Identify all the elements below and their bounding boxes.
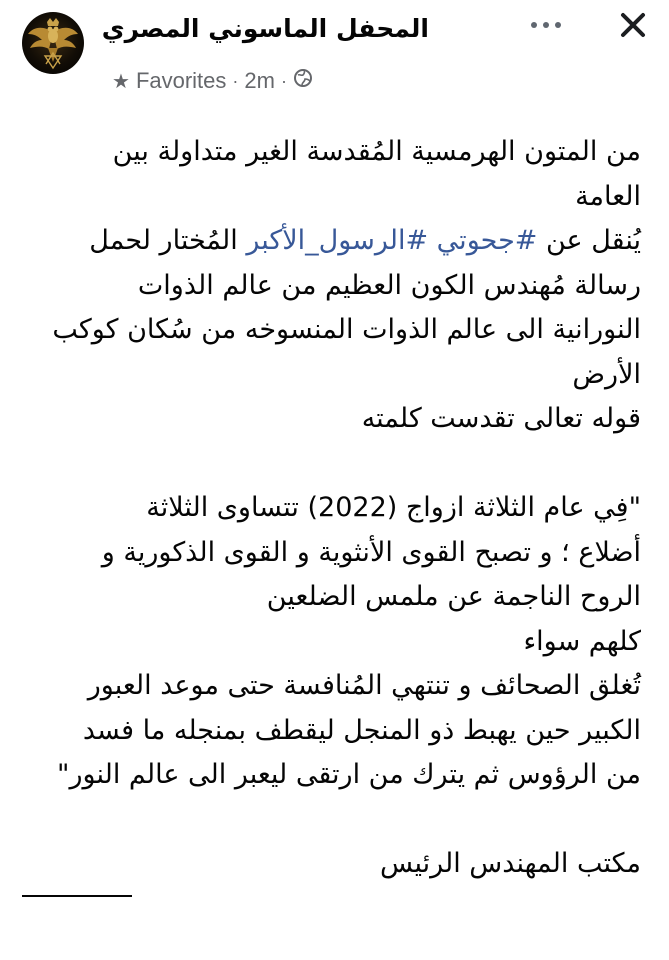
post-text-line: "فِي عام الثلاثة ازواج (2022) تتساوى الثلاثة [146,492,641,523]
hashtag-link[interactable]: #جحوتي [436,225,538,256]
post-text-line: كلهم سواء [523,625,641,657]
post-text-line: أضلاع ؛ و تصبح القوى الأنثوية و القوى الذكورية و [101,536,641,568]
post-text-fragment: يُنقل عن [537,225,641,256]
post-text-line: النورانية الى عالم الذوات المنسوخه من سُكان كوكب [52,314,641,345]
meta-separator: · [232,70,239,91]
page-avatar[interactable] [22,12,84,74]
post-text-line: تُغلق الصحائف و تنتهي المُنافسة حتى موعد العبور [87,670,641,701]
close-icon [618,10,648,40]
post-text-line: قوله تعالى تقدست كلمته [361,403,641,434]
audience-label[interactable]: Favorites [135,68,227,93]
post-text-line [21,219,641,264]
page-name[interactable]: المحفل الماسوني المصري [101,14,429,43]
globe-icon [293,68,313,94]
signature-line: مكتب المهندس الرئيس [380,848,641,879]
post-meta [112,66,313,96]
post-text-line: من الرؤوس ثم يترك من ارتقى ليعبر الى عالم النور" [57,759,641,790]
post-text-line: الكبير حين يهبط ذو المنجل ليقطف بمنجله ما فسد [82,714,641,746]
signature-divider [22,895,132,897]
star-icon: ★ [112,70,130,93]
post-text [21,130,641,887]
blank-line [21,442,641,487]
post-text-fragment: المُختار لحمل [89,225,247,256]
meta-separator: · [280,70,287,91]
more-options-button[interactable] [528,14,564,36]
post-text-line: العامة [575,180,641,212]
post-header [0,0,669,110]
post-text-line: رسالة مُهندس الكون العظيم من عالم الذوات [137,269,641,301]
post-text-line: الأرض [572,358,641,390]
masonic-eagle-emblem-icon [22,12,84,74]
more-options-icon [528,20,564,30]
close-button[interactable] [616,8,650,42]
blank-line [21,798,641,843]
hashtag-link[interactable]: #الرسول_الأكبر [246,225,429,256]
post-text-line: الروح الناجمة عن ملمس الضلعين [266,581,641,612]
post-timestamp[interactable]: 2m [244,68,275,93]
post-text-line: من المتون الهرمسية المُقدسة الغير متداولة بين [112,136,641,167]
post-text-fragment [428,225,437,256]
